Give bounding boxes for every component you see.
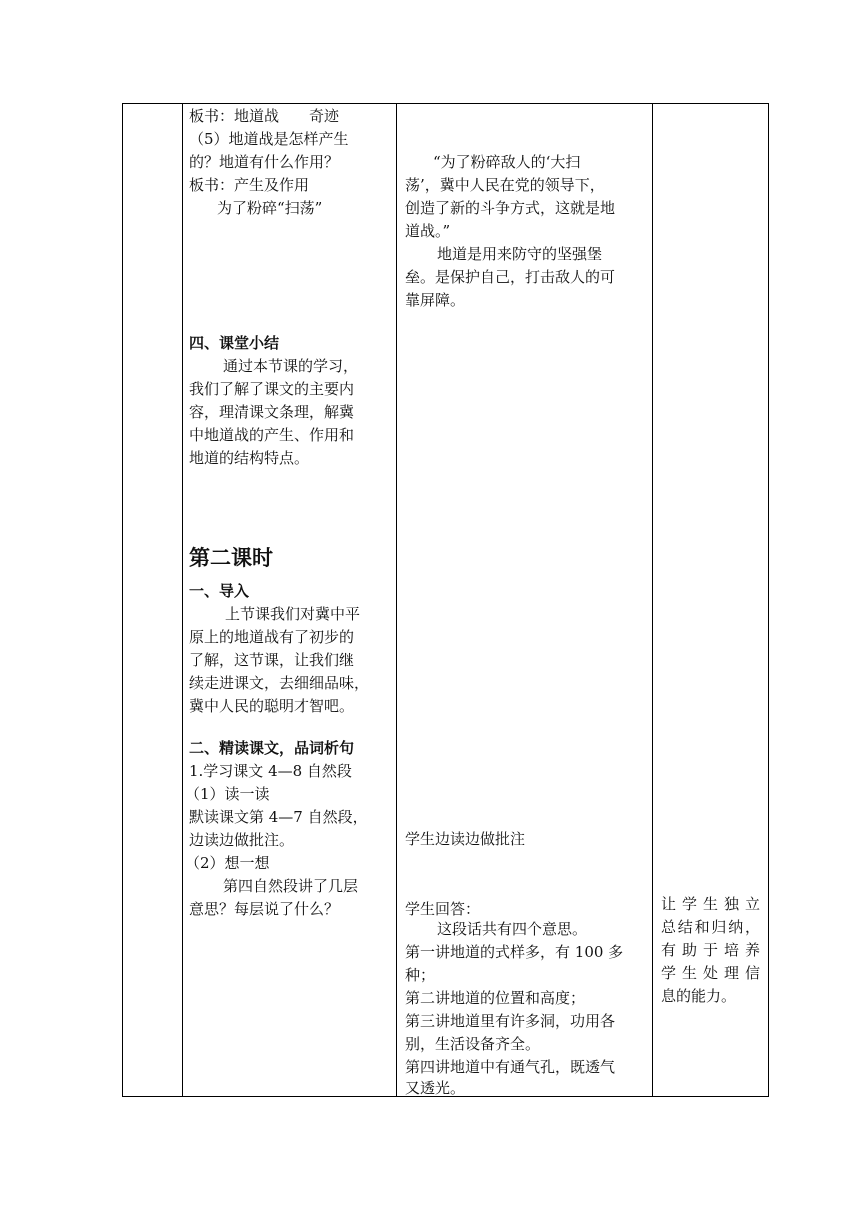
quote-line: 荡’，冀中人民在党的领导下，: [405, 176, 605, 194]
step-line: 意思？每层说了什么？: [189, 900, 340, 918]
paragraph-line: 原上的地道战有了初步的: [189, 628, 355, 646]
answer-line: 别，生活设备齐全。: [405, 1035, 541, 1053]
paragraph-line: 中地道战的产生、作用和: [189, 426, 355, 444]
paragraph-line: 上节课我们对冀中平: [225, 605, 361, 623]
step-line: （1）读一读: [185, 785, 270, 803]
step-line: 1.学习课文 4—8 自然段: [189, 762, 352, 780]
student-note: 学生回答：: [405, 900, 481, 918]
paragraph-line: 了解，这节课，让我们继: [189, 651, 355, 669]
intent-line: 学生处理信: [661, 964, 760, 982]
paragraph-line: 垒。是保护自己，打击敌人的可: [405, 268, 616, 286]
board-note-text: 板书：产生及作用: [189, 176, 310, 194]
intent-line: 总结和归纳，: [661, 918, 760, 936]
paragraph-line: 续走进课文，去细细品味，: [189, 674, 370, 692]
teaching-process-cell: [183, 104, 397, 1097]
lesson-plan-table: [122, 103, 769, 1097]
step-line: 默读课文第 4—7 自然段，: [189, 808, 368, 826]
board-note-text: 板书：地道战 奇迹: [189, 107, 340, 125]
paragraph-line: 地道的结构特点。: [189, 449, 310, 467]
step-line: 第四自然段讲了几层: [223, 877, 359, 895]
question-5-text: （5）地道战是怎样产生: [189, 130, 349, 148]
step-line: （2）想一想: [185, 854, 270, 872]
paragraph-line: 容，理清课文条理，解冀: [189, 403, 355, 421]
paragraph-line: 通过本节课的学习，: [223, 357, 359, 375]
table-row: [123, 104, 769, 1097]
quote-line: 创造了新的斗争方式，这就是地: [405, 199, 616, 217]
answer-line: 第一讲地道的式样多，有 100 多: [405, 943, 624, 961]
answer-line: 第四讲地道中有通气孔，既透气: [405, 1058, 616, 1076]
section-heading: 二、精读课文，品词析句: [189, 739, 355, 757]
lesson-title: 第二课时: [189, 546, 273, 570]
answer-line: 这段话共有四个意思。: [437, 920, 588, 938]
answer-line: 种；: [405, 966, 436, 984]
board-note-text: 为了粉碎“扫荡”: [217, 199, 323, 217]
intent-line: 息的能力。: [661, 987, 737, 1005]
student-activity-cell: [397, 104, 653, 1097]
student-note: 学生边读边做批注: [405, 830, 526, 848]
step-line: 边读边做批注。: [189, 831, 295, 849]
answer-line: 第三讲地道里有许多洞，功用各: [405, 1012, 616, 1030]
design-intent-cell: [653, 104, 769, 1097]
quote-line: “为了粉碎敌人的‘大扫: [433, 153, 581, 171]
paragraph-line: 我们了解了课文的主要内: [189, 380, 355, 398]
answer-line: 又透光。: [405, 1079, 466, 1097]
section-heading: 一、导入: [189, 582, 250, 600]
question-5-text: 的？地道有什么作用？: [189, 153, 340, 171]
section-heading: 四、课堂小结: [189, 334, 280, 352]
intent-line: 有助于培养: [661, 941, 760, 959]
answer-line: 第二讲地道的位置和高度；: [405, 989, 586, 1007]
column-1-cell: [123, 104, 183, 1097]
quote-line: 道战。”: [405, 222, 451, 240]
paragraph-line: 冀中人民的聪明才智吧。: [189, 697, 355, 715]
paragraph-line: 地道是用来防守的坚强堡: [437, 245, 603, 263]
paragraph-line: 靠屏障。: [405, 291, 466, 309]
intent-line: 让学生独立: [661, 895, 760, 913]
